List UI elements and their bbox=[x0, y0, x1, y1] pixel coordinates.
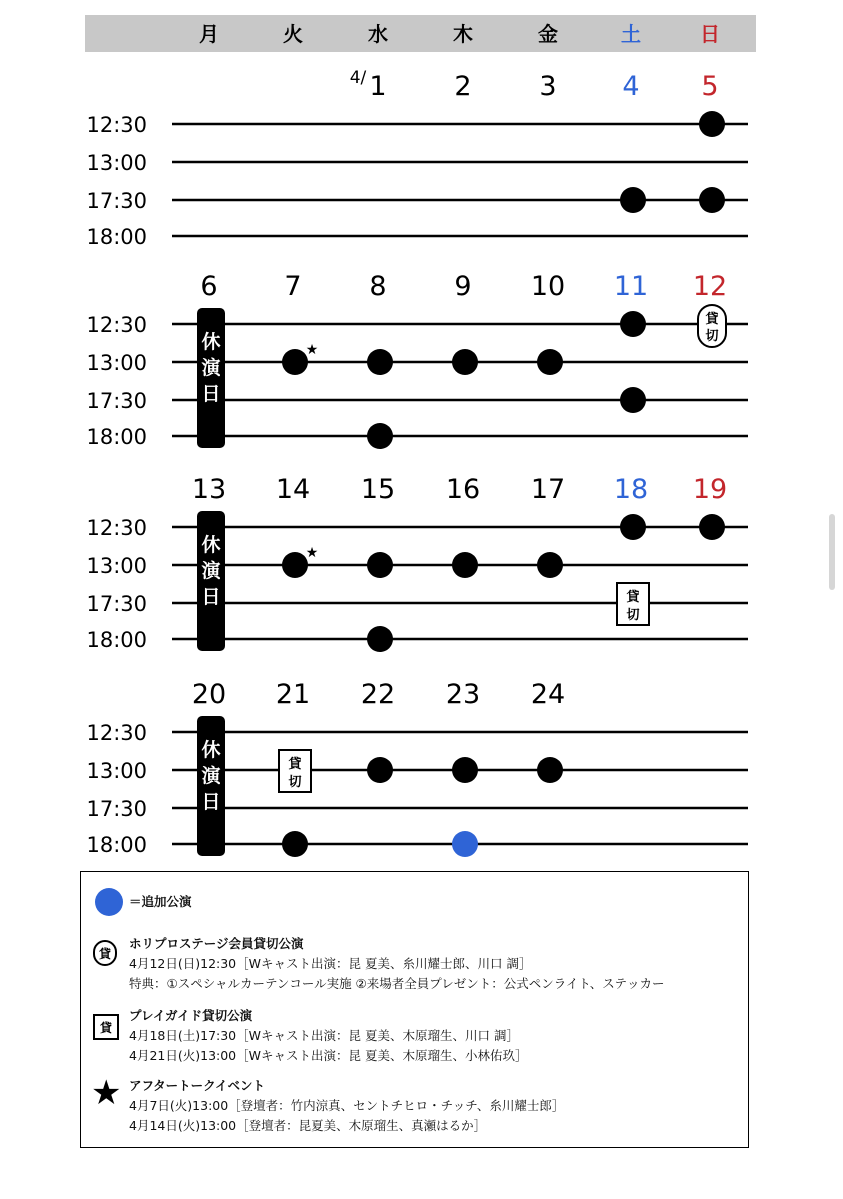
reserved-label: 貸 bbox=[288, 757, 302, 772]
weekday-label: 木 bbox=[453, 22, 473, 46]
date-label: 18 bbox=[613, 474, 649, 505]
legend-playguide-line-2: 4月21日(火)13:00［Wキャスト出演：昆 夏美、木原瑠生、小林佑玖］ bbox=[129, 1048, 528, 1063]
date-label: 7 bbox=[284, 271, 302, 302]
time-label: 13:00 bbox=[86, 554, 147, 578]
performance-dot bbox=[282, 831, 308, 857]
member-reserved-icon: 貸 bbox=[93, 940, 117, 966]
reserved-label: 切 bbox=[626, 608, 640, 623]
closed-day-label: 演 bbox=[201, 560, 221, 582]
date-label: 8 bbox=[369, 271, 387, 302]
performance-dot bbox=[367, 626, 393, 652]
date-label: 2 bbox=[454, 71, 472, 102]
additional-performance-dot bbox=[452, 831, 478, 857]
closed-day-label: 休 bbox=[201, 534, 221, 556]
time-label: 13:00 bbox=[86, 759, 147, 783]
legend-playguide-line-1: 4月18日(土)17:30［Wキャスト出演：昆 夏美、木原瑠生、川口 調］ bbox=[129, 1028, 519, 1043]
performance-dot bbox=[282, 349, 308, 375]
legend-member-line-2: 特典：①スペシャルカーテンコール実施 ②来場者全員プレゼント：公式ペンライト、ステッカー bbox=[129, 976, 665, 991]
time-label: 13:00 bbox=[86, 351, 147, 375]
date-label: 5 bbox=[701, 71, 719, 102]
weekday-label: 金 bbox=[538, 22, 558, 46]
performance-dot bbox=[537, 349, 563, 375]
reserved-label: 貸 bbox=[705, 312, 719, 327]
time-label: 12:30 bbox=[86, 113, 147, 137]
performance-dot bbox=[699, 514, 725, 540]
legend-aftertalk-title: アフタートークイベント bbox=[129, 1078, 266, 1093]
closed-day-label: 演 bbox=[201, 765, 221, 787]
time-label: 18:00 bbox=[86, 425, 147, 449]
time-label: 12:30 bbox=[86, 516, 147, 540]
date-label: 6 bbox=[200, 271, 218, 302]
performance-dot bbox=[537, 552, 563, 578]
time-label: 12:30 bbox=[86, 313, 147, 337]
performance-dot bbox=[367, 423, 393, 449]
performance-dot bbox=[620, 514, 646, 540]
legend-box bbox=[80, 871, 749, 1148]
legend-aftertalk-line-2: 4月14日(火)13:00［登壇者：昆夏美、木原瑠生、真瀬はるか］ bbox=[129, 1118, 487, 1133]
performance-dot bbox=[452, 349, 478, 375]
date-label: 12 bbox=[692, 271, 728, 302]
date-label: 22 bbox=[360, 679, 396, 710]
legend-aftertalk-line-1: 4月7日(火)13:00［登壇者：竹内涼真、セントチヒロ・チッチ、糸川耀士郎］ bbox=[129, 1098, 565, 1113]
additional-performance-icon bbox=[95, 888, 123, 916]
legend-member-line-1: 4月12日(日)12:30［Wキャスト出演：昆 夏美、糸川耀士郎、川口 調］ bbox=[129, 956, 532, 971]
date-label: 9 bbox=[454, 271, 472, 302]
reserved-label: 切 bbox=[705, 329, 719, 344]
time-label: 17:30 bbox=[86, 189, 147, 213]
performance-dot bbox=[620, 187, 646, 213]
date-label: 17 bbox=[530, 474, 566, 505]
time-label: 17:30 bbox=[86, 797, 147, 821]
weekday-label: 火 bbox=[283, 22, 303, 46]
time-label: 17:30 bbox=[86, 389, 147, 413]
date-label: 24 bbox=[530, 679, 566, 710]
date-label: 14 bbox=[275, 474, 311, 505]
playguide-reserved-icon: 貸 bbox=[93, 1014, 119, 1040]
date-label: 20 bbox=[191, 679, 227, 710]
closed-day-label: 日 bbox=[201, 383, 221, 405]
date-label: 13 bbox=[191, 474, 227, 505]
weekday-label: 水 bbox=[368, 22, 388, 46]
performance-dot bbox=[452, 757, 478, 783]
date-label: 21 bbox=[275, 679, 311, 710]
aftertalk-star-icon: ★ bbox=[305, 342, 319, 358]
time-label: 17:30 bbox=[86, 592, 147, 616]
legend-additional-label: ＝追加公演 bbox=[129, 894, 192, 909]
performance-dot bbox=[537, 757, 563, 783]
date-label: 19 bbox=[692, 474, 728, 505]
performance-dot bbox=[367, 757, 393, 783]
performance-dot bbox=[699, 111, 725, 137]
date-label: 10 bbox=[530, 271, 566, 302]
closed-day-label: 日 bbox=[201, 791, 221, 813]
performance-dot bbox=[620, 387, 646, 413]
closed-day-label: 休 bbox=[201, 331, 221, 353]
closed-day-label: 演 bbox=[201, 357, 221, 379]
date-label: 23 bbox=[445, 679, 481, 710]
time-label: 18:00 bbox=[86, 628, 147, 652]
time-label: 12:30 bbox=[86, 721, 147, 745]
month-prefix: 4/ bbox=[349, 68, 367, 88]
time-label: 18:00 bbox=[86, 225, 147, 249]
weekday-label: 月 bbox=[199, 22, 219, 46]
date-label: 15 bbox=[360, 474, 396, 505]
closed-day-label: 日 bbox=[201, 586, 221, 608]
performance-dot bbox=[699, 187, 725, 213]
time-label: 13:00 bbox=[86, 151, 147, 175]
performance-dot bbox=[620, 311, 646, 337]
date-label: 1 bbox=[369, 71, 387, 102]
star-icon: ★ bbox=[91, 1073, 122, 1113]
reserved-label: 切 bbox=[288, 775, 302, 790]
date-label: 16 bbox=[445, 474, 481, 505]
scrollbar[interactable] bbox=[829, 514, 835, 590]
date-label: 3 bbox=[539, 71, 557, 102]
reserved-label: 貸 bbox=[626, 590, 640, 605]
legend-member-title: ホリプロステージ会員貸切公演 bbox=[129, 936, 304, 951]
performance-dot bbox=[367, 552, 393, 578]
performance-dot bbox=[282, 552, 308, 578]
aftertalk-star-icon: ★ bbox=[305, 545, 319, 561]
date-label: 4 bbox=[622, 71, 640, 102]
performance-dot bbox=[452, 552, 478, 578]
time-label: 18:00 bbox=[86, 833, 147, 857]
legend-playguide-title: プレイガイド貸切公演 bbox=[129, 1008, 253, 1023]
weekday-header-bar bbox=[85, 15, 756, 52]
weekday-label: 土 bbox=[621, 22, 641, 46]
weekday-label: 日 bbox=[700, 22, 720, 46]
date-label: 11 bbox=[613, 271, 649, 302]
closed-day-label: 休 bbox=[201, 739, 221, 761]
performance-dot bbox=[367, 349, 393, 375]
